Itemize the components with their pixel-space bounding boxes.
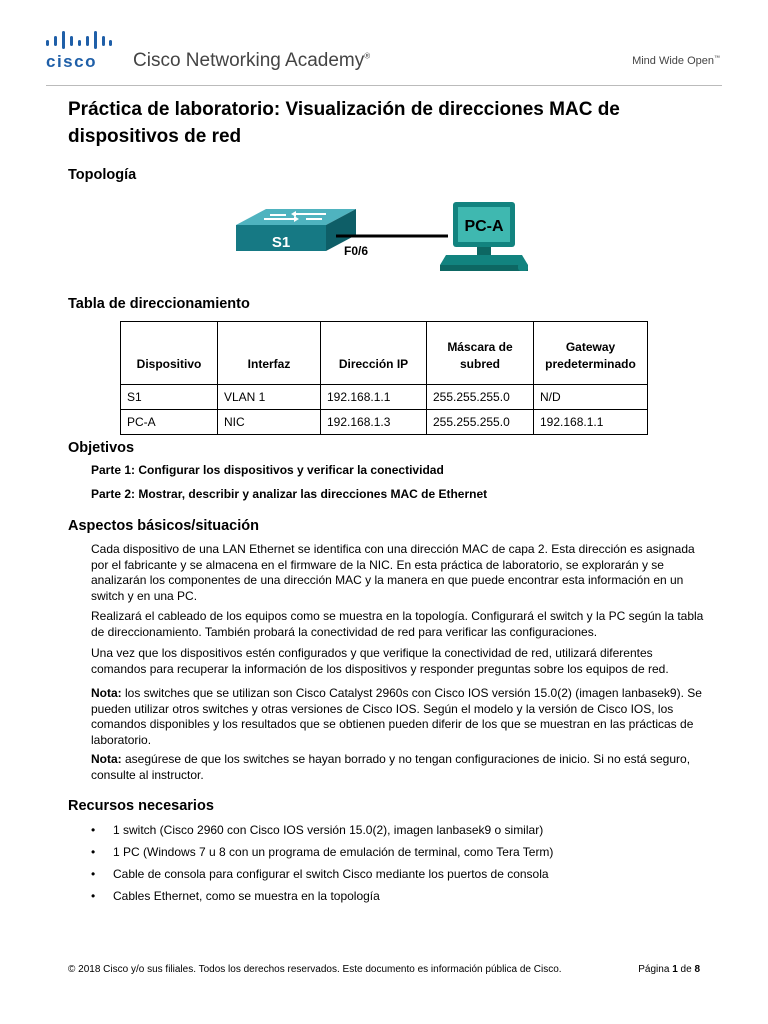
page-header (0, 0, 768, 90)
note-label: Nota: (91, 752, 122, 766)
resources-heading: Recursos necesarios (68, 798, 214, 814)
switch-label: S1 (271, 234, 291, 251)
tagline: Mind Wide Open™ (632, 55, 720, 67)
addressing-table (120, 321, 648, 435)
background-heading: Aspectos básicos/situación (68, 518, 259, 534)
cisco-wordmark: cisco (46, 52, 97, 71)
column-header: Interfaz (218, 322, 321, 385)
column-header: Gateway predeterminado (534, 322, 648, 385)
resources-list (91, 822, 553, 910)
background-paragraph: Realizará el cableado de los equipos como se muestra en la topología. Configurará el switch y la PC según la tabla de direccionamiento. También probará la conectividad de red para verificar las configuraciones. (91, 609, 704, 639)
switch-icon (236, 209, 356, 251)
table-cell: VLAN 1 (218, 385, 321, 410)
header-divider (46, 85, 722, 86)
list-item: • Cables Ethernet, como se muestra en la topología (91, 889, 380, 903)
table-cell: N/D (534, 385, 648, 410)
table-cell: NIC (218, 410, 321, 435)
table-header-row (121, 322, 648, 385)
page-number: Página 1 de 8 (638, 964, 700, 975)
background-paragraph: Una vez que los dispositivos estén configurados y que verifique la conectividad de red, utilizará diferentes comandos para recuperar la información de los dispositivos y responder preguntas sobre los equipos de red. (91, 646, 669, 676)
objective-item: Parte 2: Mostrar, describir y analizar las direcciones MAC de Ethernet (91, 487, 488, 501)
table-cell: 192.168.1.1 (534, 410, 648, 435)
page-title: Práctica de laboratorio: Visualización de direcciones MAC de dispositivos de red (68, 99, 620, 147)
link-label: F0/6 (344, 244, 369, 258)
bullet-icon: • (91, 845, 96, 859)
list-item: • 1 PC (Windows 7 u 8 con un programa de emulación de terminal, como Tera Term) (91, 845, 554, 859)
copyright: © 2018 Cisco y/o sus filiales. Todos los derechos reservados. Este documento es información pública de Cisco. (68, 964, 562, 975)
cisco-logo (46, 31, 112, 71)
list-item: • Cable de consola para configurar el switch Cisco mediante los puertos de consola (91, 867, 549, 881)
table-cell: 255.255.255.0 (427, 410, 534, 435)
background-paragraph: Cada dispositivo de una LAN Ethernet se identifica con una dirección MAC de capa 2. Esta dirección es asignada por el fabricante y se almacena en el firmware de la NIC. En esta práctica de laboratorio, se explorarán y se analizarán los componentes de una dirección MAC y la manera en que puede encontrar esta información en un switch y en una PC. (91, 542, 695, 603)
bullet-icon: • (91, 867, 96, 881)
pc-icon (440, 202, 528, 271)
column-header: Máscara de subred (427, 322, 534, 385)
table-cell: 192.168.1.3 (321, 410, 427, 435)
objectives-heading: Objetivos (68, 440, 135, 456)
column-header: Dispositivo (121, 322, 218, 385)
table-row (121, 385, 648, 410)
table-cell: 192.168.1.1 (321, 385, 427, 410)
addressing-heading: Tabla de direccionamiento (68, 296, 250, 312)
list-item: • 1 switch (Cisco 2960 con Cisco IOS versión 15.0(2), imagen lanbasek9 o similar) (91, 823, 544, 837)
topology-diagram (236, 195, 536, 277)
bullet-icon: • (91, 823, 96, 837)
table-cell: PC-A (121, 410, 218, 435)
note-paragraph: Nota: los switches que se utilizan son Cisco Catalyst 2960s con Cisco IOS versión 15.0(2) (imagen lanbasek9). Se pueden utilizar otros switches y otras versiones de Cisco IOS. Según el modelo y la versión de Cisco IOS, los comandos disponibles y los resultados que se obtienen pueden diferir de los que se muestran en las prácticas de laboratorio. (91, 686, 702, 747)
cisco-bars-icon (46, 31, 112, 49)
bullet-icon: • (91, 889, 96, 903)
table-row (121, 410, 648, 435)
pc-label: PC-A (464, 218, 504, 235)
table-cell: 255.255.255.0 (427, 385, 534, 410)
topology-heading: Topología (68, 167, 137, 183)
objective-item: Parte 1: Configurar los dispositivos y verificar la conectividad (91, 463, 444, 477)
note-paragraph: Nota: asegúrese de que los switches se hayan borrado y no tengan configuraciones de inicio. Si no está seguro, consulte al instructor. (91, 752, 691, 782)
note-label: Nota: (91, 686, 122, 700)
column-header: Dirección IP (321, 322, 427, 385)
academy-name: Cisco Networking Academy® (133, 50, 371, 71)
table-cell: S1 (121, 385, 218, 410)
